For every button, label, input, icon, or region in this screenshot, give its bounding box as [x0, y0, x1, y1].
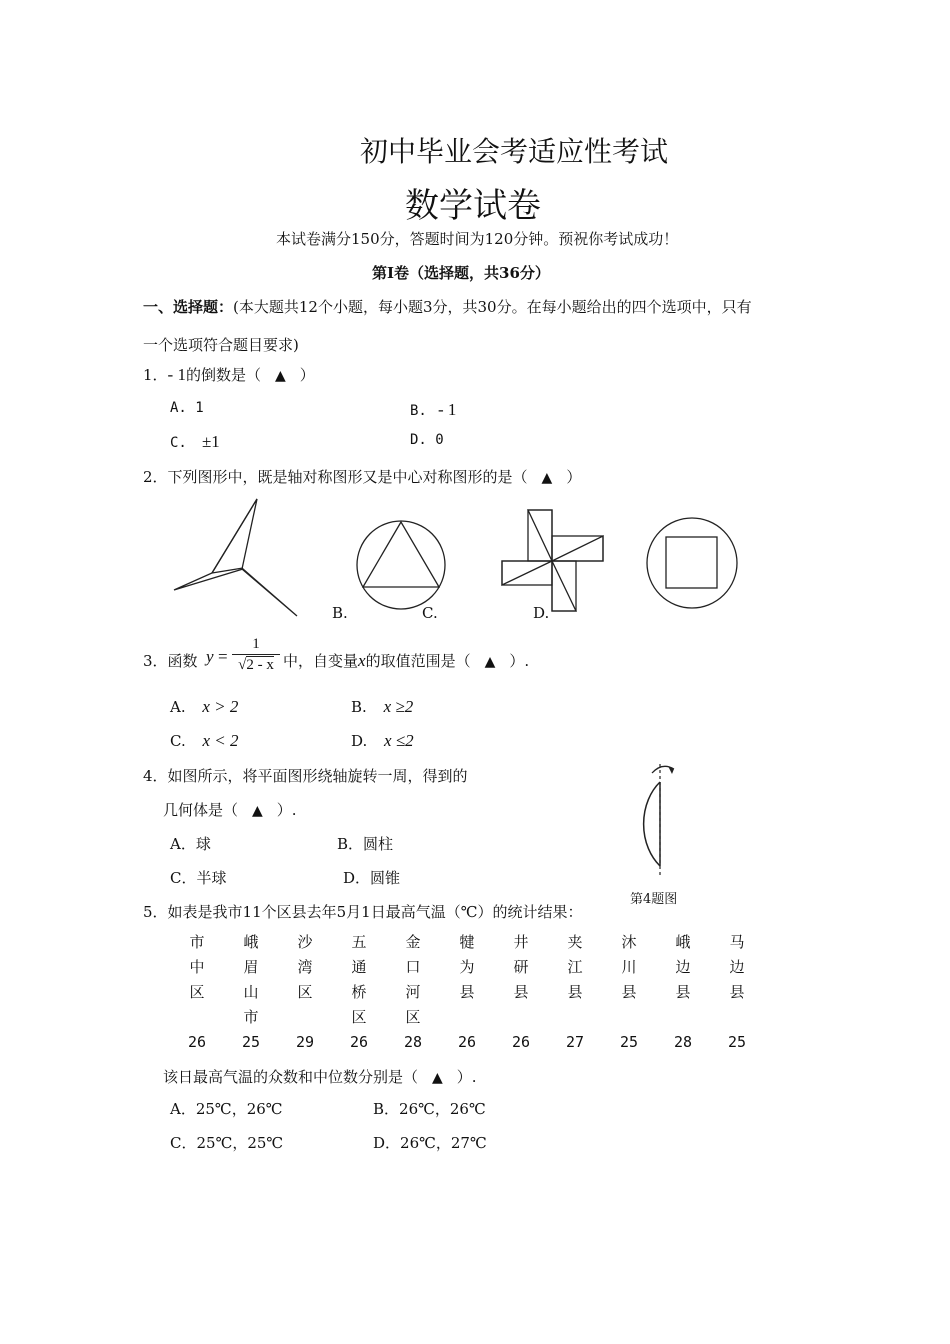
q3-fraction-bar [232, 654, 280, 655]
temperature-cell: 28 [403, 1033, 423, 1051]
q3-post: 中，自变量 [283, 652, 359, 670]
q2-label-c: C. [422, 604, 438, 618]
q5-option-c: C．25℃，25℃ [170, 1134, 284, 1152]
city-name: 五 通 桥 区 [351, 933, 367, 1026]
part1-desc: (本大题共12个小题，每小题3分，共30分。在每小题给出的四个选项中，只有 [233, 298, 752, 316]
q4-stem-line1: 4．如图所示，将平面图形绕轴旋转一周，得到的 [143, 767, 468, 785]
q5-option-b: B．26℃，26℃ [373, 1100, 486, 1118]
q4-figure [610, 760, 690, 880]
part1-label: 一、选择题： [143, 298, 234, 316]
q1-option-c [170, 432, 220, 452]
q1-option-c-label: C. [170, 435, 187, 451]
q1-option-b [410, 400, 456, 420]
q4-answer-mark: ▲ [252, 803, 263, 819]
q3-option-a-label: A. [170, 698, 186, 716]
q5-question [163, 1066, 477, 1087]
q2-close: ） [566, 468, 582, 486]
part1-heading [143, 296, 752, 317]
q5-stem: 5．如表是我市11个区县去年5月1日最高气温（℃）的统计结果： [143, 903, 583, 921]
q3-option-b-value: x ≥2 [383, 697, 414, 716]
q1-option-c-value: ±1 [201, 432, 220, 451]
q1-option-b-value: - 1 [437, 400, 457, 419]
q3-numerator: 1 [252, 636, 260, 652]
q2-label-d: D. [533, 604, 550, 618]
exam-title: 初中毕业会考适应性考试 [360, 135, 669, 168]
q4-option-b: B．圆柱 [337, 835, 394, 853]
q3-option-a [170, 697, 238, 717]
q2-label-b: B. [332, 604, 348, 618]
q5-answer-mark: ▲ [432, 1070, 443, 1086]
q3-option-d [351, 731, 414, 751]
q5-question-text: 该日最高气温的众数和中位数分别是（ [163, 1068, 419, 1086]
q3-prefix: 3．函数 [143, 652, 198, 670]
q3-option-c-value: x < 2 [202, 731, 239, 750]
table-row [170, 1030, 764, 1055]
q3-option-d-value: x ≤2 [384, 731, 414, 750]
q3-option-a-value: x > 2 [202, 697, 239, 716]
q3-denominator-text: 2 - x [246, 657, 274, 673]
temperature-cell: 27 [565, 1033, 585, 1051]
q2-stem [143, 466, 581, 487]
q4-figure-caption: 第4题图 [630, 892, 678, 907]
city-name: 沙 湾 区 [297, 933, 313, 1001]
q1-math: - 1 [167, 365, 186, 384]
q5-close: ）. [456, 1068, 477, 1086]
q1-answer-mark: ▲ [274, 368, 286, 384]
sqrt-icon: √ [238, 657, 247, 673]
q2-figure-c [502, 510, 603, 611]
q3-text [283, 650, 529, 671]
q1-option-b-label: B. [410, 403, 427, 419]
q3-answer-mark: ▲ [484, 654, 496, 670]
q5-option-d: D．26℃，27℃ [373, 1134, 487, 1152]
section-title: 第Ⅰ卷（选择题，共36分） [372, 264, 550, 282]
q1-text: 的倒数是（ [185, 366, 261, 384]
q2-figure-d [647, 518, 737, 608]
q1-number: 1． [143, 366, 168, 384]
city-name: 峨 边 县 [675, 933, 691, 1001]
q3-denominator [232, 656, 280, 674]
subject-title: 数学试卷 [405, 186, 541, 226]
q3-option-c-label: C. [170, 732, 186, 750]
city-name: 沐 川 县 [621, 933, 637, 1001]
q2-figure-a [174, 499, 297, 616]
q4-option-d: D．圆锥 [343, 869, 401, 887]
city-name: 金 口 河 区 [405, 933, 421, 1026]
q2-figures [0, 495, 950, 625]
table-row [170, 930, 764, 1030]
q4-option-c: C．半球 [170, 869, 227, 887]
city-name: 夹 江 县 [567, 933, 583, 1001]
temperature-cell: 26 [457, 1033, 477, 1051]
part1-desc-cont: 一个选项符合题目要求) [143, 336, 299, 354]
q5-option-a: A．25℃，26℃ [170, 1100, 283, 1118]
q3-var: x [358, 651, 366, 670]
city-name: 井 研 县 [513, 933, 529, 1001]
q3-option-b-label: B. [351, 698, 367, 716]
q4-stem-line2 [163, 799, 297, 820]
temperature-cell: 29 [295, 1033, 315, 1051]
city-name: 市 中 区 [189, 933, 205, 1001]
q3-equals: = [218, 647, 228, 666]
q2-figure-b [357, 521, 445, 609]
q5-temperature-table [170, 930, 764, 1055]
temperature-cell: 25 [619, 1033, 639, 1051]
q3-option-c [170, 731, 239, 751]
q3-post2: 的取值范围是（ [365, 652, 471, 670]
q4-option-a: A．球 [170, 835, 211, 853]
intro-text: 本试卷满分150分，答题时间为120分钟。预祝你考试成功！ [276, 230, 679, 248]
q3-close: ）. [509, 652, 530, 670]
temperature-cell: 26 [349, 1033, 369, 1051]
q3-y: y [206, 647, 214, 666]
temperature-cell: 25 [727, 1033, 747, 1051]
city-name: 犍 为 县 [459, 933, 475, 1001]
temperature-cell: 28 [673, 1033, 693, 1051]
q4-close: ）. [276, 801, 297, 819]
temperature-cell: 26 [511, 1033, 531, 1051]
city-name: 峨 眉 山 市 [243, 933, 259, 1026]
q2-answer-mark: ▲ [541, 470, 553, 486]
q3-fraction [232, 636, 280, 674]
q3-option-d-label: D. [351, 732, 368, 750]
q1-stem [143, 364, 315, 385]
q2-text: 2．下列图形中，既是轴对称图形又是中心对称图形的是（ [143, 468, 528, 486]
q1-option-a: A. 1 [170, 400, 204, 416]
q4-text: 几何体是（ [163, 801, 239, 819]
q3-option-b [351, 697, 413, 717]
temperature-cell: 25 [241, 1033, 261, 1051]
city-name: 马 边 县 [729, 933, 745, 1001]
q1-close: ） [299, 366, 315, 384]
q1-option-d: D. 0 [410, 432, 444, 448]
temperature-cell: 26 [187, 1033, 207, 1051]
